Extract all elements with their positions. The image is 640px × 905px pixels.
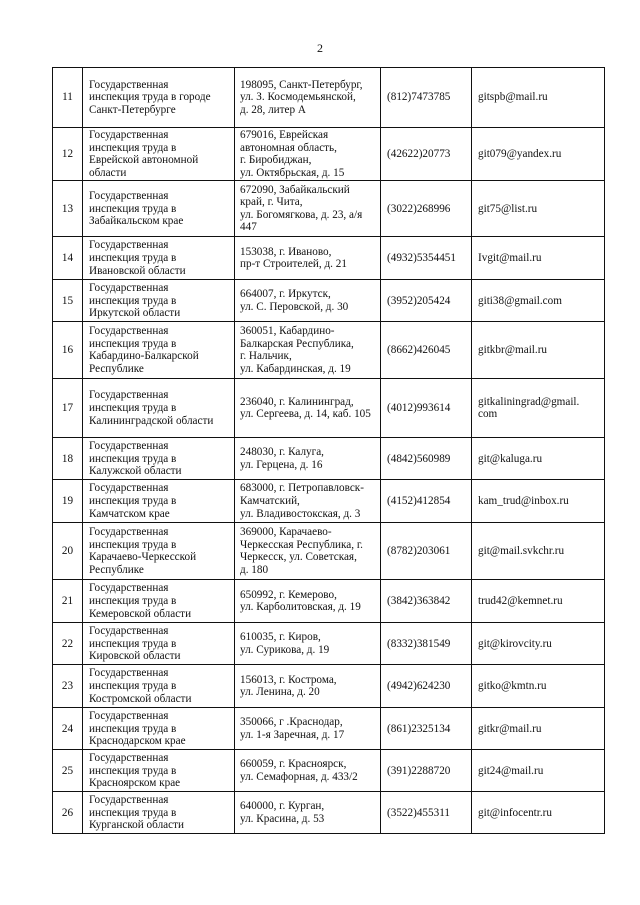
inspection-address: 153038, г. Иваново, пр-т Строителей, д. 21 <box>235 237 381 280</box>
inspection-phone: (4012)993614 <box>381 379 472 438</box>
row-number: 22 <box>53 623 83 665</box>
inspection-name: Государственная инспекция труда в Кабардино-Балкарской Республике <box>83 322 235 379</box>
inspection-name: Государственная инспекция труда в Калужской области <box>83 438 235 480</box>
inspection-name: Государственная инспекция труда в городе Санкт-Петербурге <box>83 68 235 128</box>
row-number: 14 <box>53 237 83 280</box>
inspection-email: git@kaluga.ru <box>472 438 605 480</box>
inspection-phone: (812)7473785 <box>381 68 472 128</box>
inspection-address: 156013, г. Кострома, ул. Ленина, д. 20 <box>235 665 381 708</box>
inspection-address: 248030, г. Калуга, ул. Герцена, д. 16 <box>235 438 381 480</box>
inspection-email: giti38@gmail.com <box>472 280 605 322</box>
inspection-address: 672090, Забайкальский край, г. Чита, ул. Богомягкова, д. 23, а/я 447 <box>235 181 381 237</box>
inspection-name: Государственная инспекция труда в Кировской области <box>83 623 235 665</box>
inspection-email: gitspb@mail.ru <box>472 68 605 128</box>
inspection-email: gitkaliningrad@gmail. com <box>472 379 605 438</box>
inspection-address: 660059, г. Красноярск, ул. Семафорная, д. 433/2 <box>235 750 381 792</box>
inspection-phone: (391)2288720 <box>381 750 472 792</box>
row-number: 11 <box>53 68 83 128</box>
inspection-address: 236040, г. Калининград, ул. Сергеева, д. 14, каб. 105 <box>235 379 381 438</box>
inspection-email: gitkr@mail.ru <box>472 708 605 750</box>
inspection-address: 679016, Еврейская автономная область, г. Биробиджан, ул. Октябрьская, д. 15 <box>235 128 381 181</box>
inspection-email: kam_trud@inbox.ru <box>472 480 605 523</box>
page-number: 2 <box>317 41 323 55</box>
inspection-name: Государственная инспекция труда в Еврейской автономной области <box>83 128 235 181</box>
inspection-phone: (42622)20773 <box>381 128 472 181</box>
table-row <box>53 68 605 128</box>
inspection-email: git079@yandex.ru <box>472 128 605 181</box>
inspection-name: Государственная инспекция труда в Забайкальском крае <box>83 181 235 237</box>
inspection-phone: (4842)560989 <box>381 438 472 480</box>
table-row <box>53 708 605 750</box>
table-row <box>53 128 605 181</box>
row-number: 21 <box>53 580 83 623</box>
row-number: 24 <box>53 708 83 750</box>
inspection-email: git@mail.svkchr.ru <box>472 523 605 580</box>
inspection-address: 650992, г. Кемерово, ул. Карболитовская, д. 19 <box>235 580 381 623</box>
inspection-email: trud42@kemnet.ru <box>472 580 605 623</box>
inspection-name: Государственная инспекция труда в Кемеровской области <box>83 580 235 623</box>
inspection-name: Государственная инспекция труда в Краснодарском крае <box>83 708 235 750</box>
inspection-phone: (4932)5354451 <box>381 237 472 280</box>
table-row <box>53 665 605 708</box>
table-row <box>53 379 605 438</box>
row-number: 25 <box>53 750 83 792</box>
row-number: 23 <box>53 665 83 708</box>
inspection-address: 360051, Кабардино- Балкарская Республика, г. Нальчик, ул. Кабардинская, д. 19 <box>235 322 381 379</box>
inspection-phone: (8782)203061 <box>381 523 472 580</box>
inspection-phone: (861)2325134 <box>381 708 472 750</box>
row-number: 13 <box>53 181 83 237</box>
inspection-email: git75@list.ru <box>472 181 605 237</box>
inspection-phone: (3522)455311 <box>381 792 472 834</box>
inspection-name: Государственная инспекция труда в Камчатском крае <box>83 480 235 523</box>
inspection-phone: (4152)412854 <box>381 480 472 523</box>
inspection-table <box>52 67 605 834</box>
row-number: 12 <box>53 128 83 181</box>
inspection-phone: (4942)624230 <box>381 665 472 708</box>
inspection-email: Ivgit@mail.ru <box>472 237 605 280</box>
inspection-address: 664007, г. Иркутск, ул. С. Перовской, д. 30 <box>235 280 381 322</box>
row-number: 20 <box>53 523 83 580</box>
table-row <box>53 750 605 792</box>
table-row <box>53 580 605 623</box>
inspection-email: git24@mail.ru <box>472 750 605 792</box>
inspection-address: 610035, г. Киров, ул. Сурикова, д. 19 <box>235 623 381 665</box>
inspection-phone: (8662)426045 <box>381 322 472 379</box>
inspection-email: git@kirovcity.ru <box>472 623 605 665</box>
table-row <box>53 280 605 322</box>
table-row <box>53 438 605 480</box>
inspection-email: git@infocentr.ru <box>472 792 605 834</box>
inspection-name: Государственная инспекция труда в Красноярском крае <box>83 750 235 792</box>
inspection-name: Государственная инспекция труда в Костромской области <box>83 665 235 708</box>
row-number: 17 <box>53 379 83 438</box>
inspection-phone: (3022)268996 <box>381 181 472 237</box>
table-row <box>53 792 605 834</box>
table-row <box>53 480 605 523</box>
inspection-phone: (3952)205424 <box>381 280 472 322</box>
row-number: 26 <box>53 792 83 834</box>
row-number: 15 <box>53 280 83 322</box>
table-row <box>53 623 605 665</box>
table-row <box>53 523 605 580</box>
inspection-address: 369000, Карачаево- Черкесская Республика, г. Черкесск, ул. Советская, д. 180 <box>235 523 381 580</box>
table-row <box>53 181 605 237</box>
inspection-phone: (8332)381549 <box>381 623 472 665</box>
inspection-name: Государственная инспекция труда в Иркутской области <box>83 280 235 322</box>
row-number: 18 <box>53 438 83 480</box>
inspection-name: Государственная инспекция труда в Карачаево-Черкесской Республике <box>83 523 235 580</box>
inspection-address: 350066, г .Краснодар, ул. 1-я Заречная, д. 17 <box>235 708 381 750</box>
inspection-address: 683000, г. Петропавловск- Камчатский, ул. Владивостокская, д. 3 <box>235 480 381 523</box>
inspection-email: gitko@kmtn.ru <box>472 665 605 708</box>
inspection-name: Государственная инспекция труда в Курганской области <box>83 792 235 834</box>
inspection-name: Государственная инспекция труда в Калининградской области <box>83 379 235 438</box>
inspection-address: 640000, г. Курган, ул. Красина, д. 53 <box>235 792 381 834</box>
row-number: 19 <box>53 480 83 523</box>
inspection-address: 198095, Санкт-Петербург, ул. З. Космодемьянской, д. 28, литер А <box>235 68 381 128</box>
table-row <box>53 237 605 280</box>
inspection-phone: (3842)363842 <box>381 580 472 623</box>
row-number: 16 <box>53 322 83 379</box>
inspection-name: Государственная инспекция труда в Ивановской области <box>83 237 235 280</box>
inspection-email: gitkbr@mail.ru <box>472 322 605 379</box>
table-row <box>53 322 605 379</box>
